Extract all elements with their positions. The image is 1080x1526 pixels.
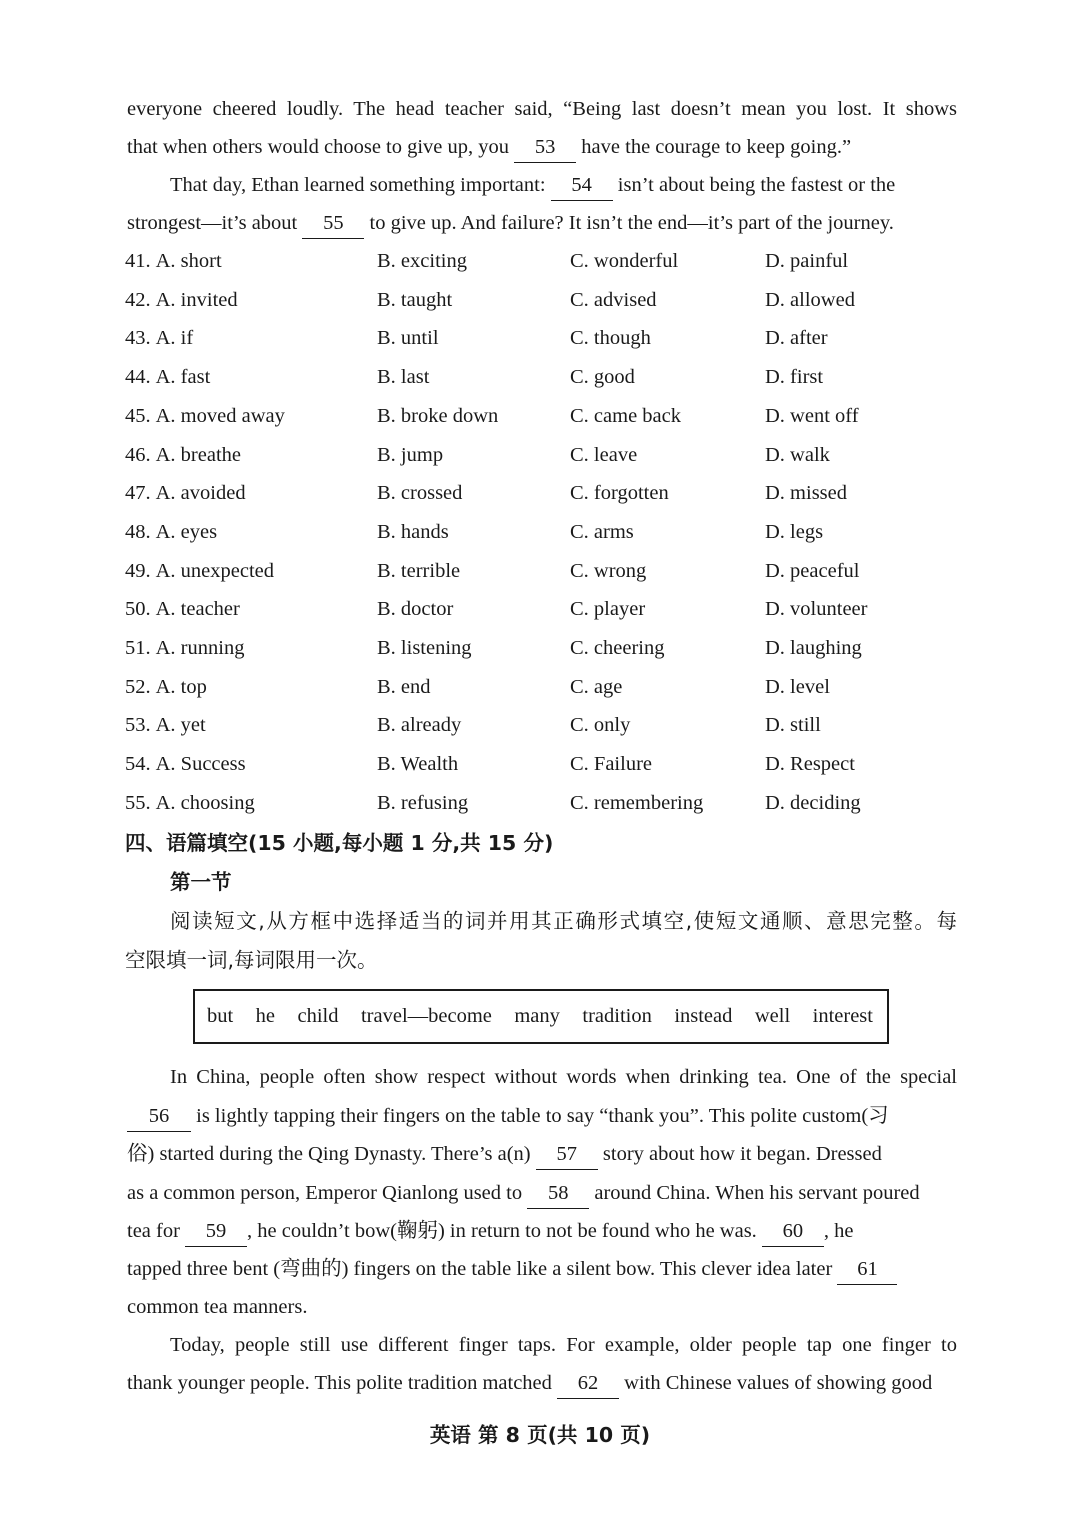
question-number: 44. [125,366,151,389]
answer-blank: 60 [762,1218,824,1247]
passage-text: strongest—it’s about [127,212,298,234]
question-number: 48. [125,520,151,543]
passage-text: have the courage to keep going.” [581,136,852,158]
option-text: A. top [155,675,207,698]
question-number: 42. [125,288,151,311]
option-c: C. player [570,598,646,621]
option-c: C. leave [570,443,638,466]
question-row [125,552,965,590]
option-c: C. age [570,675,623,698]
option-c: C. remembering [570,791,704,814]
question-number: 50. [125,598,151,621]
option-a [125,745,246,783]
option-c: C. advised [570,288,657,311]
passage-text: with Chinese values of showing good [624,1372,933,1394]
word-box-item: interest [812,1005,873,1027]
passage-text: 俗) started during the Qing Dynasty. There’s a(n) [127,1143,531,1165]
question-number: 45. [125,404,151,427]
passage-line: In China, people often show respect without words when drinking tea. One of the special [170,1066,957,1088]
word-box-item: tradition [582,1005,652,1027]
option-a [125,474,246,512]
option-b: B. already [377,714,462,737]
option-a [125,590,240,628]
option-d: D. after [765,327,828,350]
question-row [125,590,965,628]
passage-text: is lightly tapping their fingers on the table to say “thank you”. This polite custom(习 [196,1105,889,1127]
option-d: D. peaceful [765,559,860,582]
passage-text: as a common person, Emperor Qianlong used to [127,1182,523,1204]
option-a [125,784,255,822]
option-c: C. Failure [570,753,652,776]
section-title: 四、语篇填空(15 小题,每小题 1 分,共 15 分) [125,831,554,855]
option-c: C. though [570,327,651,350]
option-b: B. jump [377,443,444,466]
question-number: 47. [125,482,151,505]
option-b: B. doctor [377,598,454,621]
option-b: B. hands [377,520,449,543]
option-b: B. exciting [377,250,467,272]
passage-line: everyone cheered loudly. The head teacher said, “Being last doesn’t mean you lost. It shows [127,98,957,120]
option-b: B. broke down [377,404,499,427]
option-text: A. Success [155,753,246,776]
option-a [125,706,206,744]
answer-blank: 54 [551,172,613,201]
passage-text: to give up. And failure? It isn’t the end—it’s part of the journey. [369,212,894,234]
answer-blank: 56 [127,1103,191,1132]
option-d: D. missed [765,482,847,505]
option-a [125,629,244,667]
option-d: D. Respect [765,753,855,776]
option-d: D. deciding [765,791,861,814]
option-text: A. if [155,327,194,350]
question-row [125,319,965,357]
passage-text: that when others would choose to give up, you [127,136,510,158]
answer-blank: 58 [527,1180,589,1209]
option-text: A. fast [155,366,211,389]
passage-text: tapped three bent (弯曲的) fingers on the table like a silent bow. This clever idea later [127,1258,833,1280]
passage-text: story about how it began. Dressed [602,1143,882,1165]
passage-text: tea for [127,1220,180,1242]
option-c: C. arms [570,520,634,543]
question-row [125,242,965,280]
option-text: A. unexpected [155,559,275,582]
word-box-item: he [255,1005,276,1027]
question-number: 46. [125,443,151,466]
passage-line: Today, people still use different finger taps. For example, older people tap one finger to [170,1334,957,1356]
option-d: D. first [765,366,824,389]
question-row [125,668,965,706]
option-b: B. listening [377,637,472,659]
option-d: D. volunteer [765,598,868,621]
instruction-line: 阅读短文,从方框中选择适当的词并用其正确形式填空,使短文通顺、意思完整。每 [170,909,957,933]
passage-line [127,1250,957,1288]
passage-line: common tea manners. [127,1296,308,1318]
answer-blank: 55 [302,210,364,239]
option-c: C. only [570,714,631,737]
question-row [125,706,965,744]
passage-text: around China. When his servant poured [594,1182,920,1204]
question-number: 43. [125,327,151,350]
option-text: A. short [155,250,222,272]
question-number: 49. [125,559,151,582]
option-d: D. walk [765,443,830,466]
answer-blank: 62 [557,1370,619,1399]
option-text: A. choosing [155,791,255,814]
question-row [125,629,965,667]
option-c: C. wrong [570,559,647,582]
passage-text: That day, Ethan learned something important: [170,174,546,196]
option-a [125,358,210,396]
passage-text: thank younger people. This polite tradition matched [127,1372,552,1394]
question-row [125,513,965,551]
part-title: 第一节 [170,870,232,894]
question-row [125,474,965,512]
passage-text: isn’t about being the fastest or the [617,174,896,196]
option-a [125,436,241,474]
option-c: C. wonderful [570,250,679,272]
option-b: B. crossed [377,482,463,505]
option-d: D. allowed [765,288,855,311]
option-a [125,397,285,435]
question-number: 53. [125,714,151,737]
instruction-line: 空限填一词,每词限用一次。 [125,948,378,972]
option-text: A. yet [155,714,206,737]
passage-line [127,1212,957,1250]
option-a [125,319,193,357]
passage-text: , he [823,1220,854,1242]
option-text: A. eyes [155,520,218,543]
option-d: D. legs [765,520,824,543]
option-a [125,552,274,590]
question-number: 51. [125,637,151,659]
passage-line [127,1364,957,1402]
answer-blank: 53 [514,134,576,163]
word-box-item: many [514,1005,560,1027]
option-b: B. taught [377,288,453,311]
passage-line [127,204,957,242]
page-footer: 英语 第 8 页(共 10 页) [429,1423,651,1447]
passage-line [127,1135,957,1173]
question-number: 55. [125,791,151,814]
answer-blank: 57 [536,1141,598,1170]
passage-line [127,128,957,166]
option-b: B. terrible [377,559,461,582]
option-c: C. good [570,366,635,389]
question-row [125,436,965,474]
passage-line [127,166,957,204]
option-b: B. refusing [377,791,469,814]
option-d: D. still [765,714,821,737]
word-box-item: travel—become [360,1005,492,1027]
option-text: A. teacher [155,598,240,621]
passage-line [127,1097,957,1135]
option-a [125,668,207,706]
question-number: 54. [125,753,151,776]
option-b: B. until [377,327,439,350]
option-d: D. level [765,675,830,698]
option-b: B. last [377,366,430,389]
question-row [125,745,965,783]
word-box-item: but [207,1005,234,1027]
passage-line [127,1174,957,1212]
question-row [125,784,965,822]
question-number: 41. [125,250,151,272]
question-number: 52. [125,675,151,698]
word-box-item: well [754,1005,791,1027]
option-text: A. running [155,637,245,659]
option-b: B. Wealth [377,753,459,776]
option-text: A. invited [155,288,238,311]
question-row [125,397,965,435]
option-d: D. painful [765,250,849,272]
option-c: C. cheering [570,637,665,659]
passage-text: , he couldn’t bow(鞠躬) in return to not be found who he was. [247,1220,757,1242]
answer-blank: 59 [185,1218,247,1247]
option-c: C. came back [570,404,681,427]
option-text: A. breathe [155,443,241,466]
option-text: A. moved away [155,404,285,427]
option-d: D. laughing [765,637,862,659]
option-text: A. avoided [155,482,246,505]
word-box-item: child [297,1005,339,1027]
option-c: C. forgotten [570,482,669,505]
option-d: D. went off [765,404,859,427]
option-a [125,242,222,280]
question-row [125,358,965,396]
option-a [125,281,238,319]
question-row [125,281,965,319]
option-b: B. end [377,675,431,698]
word-box-item: instead [674,1005,733,1027]
word-box [193,989,889,1044]
answer-blank: 61 [837,1256,897,1285]
option-a [125,513,217,551]
